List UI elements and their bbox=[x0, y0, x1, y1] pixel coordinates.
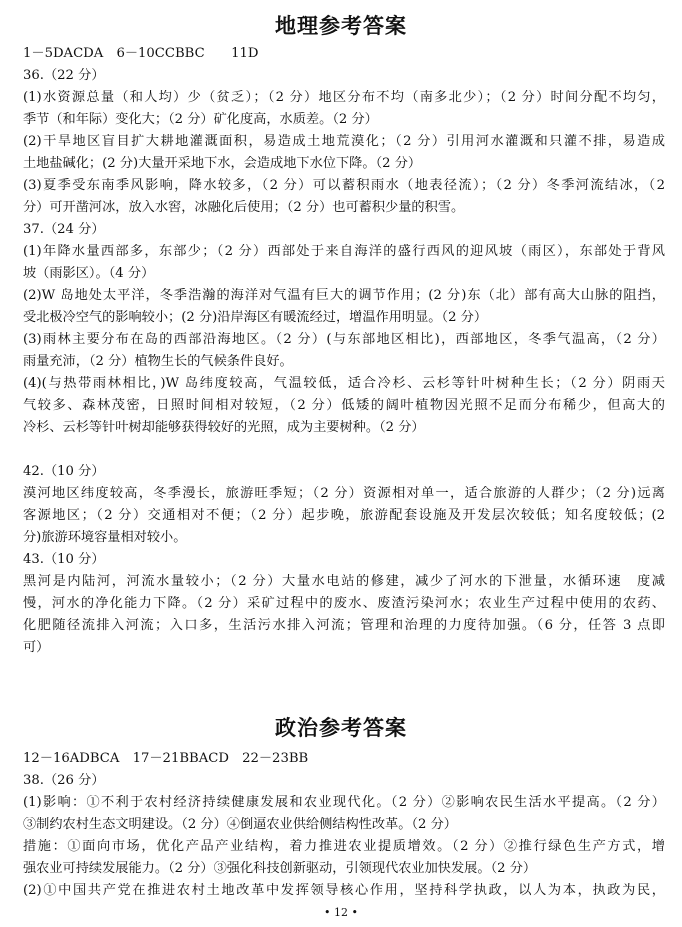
geo-line: 气较多、森林茂密，日照时间相对较短，（2 分）低矮的阔叶植物因光照不足而分布稀少，但高大的 bbox=[23, 398, 665, 413]
geo-line: 化肥随径流排入河流；入口多，生活污水排入河流；管理和治理的力度待加强。（6 分，任答 3 点即 bbox=[23, 618, 665, 633]
geo-line: 冷杉、云杉等针叶树却能够获得较好的光照，成为主要树种。（2 分） bbox=[23, 420, 425, 435]
pol-line: (2)①中国共产党在推进农村土地改革中发挥领导核心作用，坚持科学执政，以人为本，执政为民， bbox=[23, 883, 665, 898]
geo-line: 1－5DACDA 6－10CCBBC 11D bbox=[23, 46, 259, 61]
pol-line: 12－16ADBCA 17－21BBACD 22－23BB bbox=[23, 751, 309, 766]
geo-line: (3)雨林主要分布在岛的西部沿海地区。（2 分）(与东部地区相比)，西部地区，冬季气温高，（2 分） bbox=[23, 332, 665, 347]
geo-line: 43.（10 分） bbox=[23, 552, 105, 567]
geo-line: (3)夏季受东南季风影响，降水较多，（2 分）可以蓄积雨水（地表径流）；（2 分）冬季河流结冰，（2 bbox=[23, 178, 665, 193]
geo-line: 土地盐碱化；(2 分)大量开采地下水，会造成地下水位下降。（2 分） bbox=[23, 156, 422, 171]
geo-line: 受北极冷空气的影响较小；(2 分)沿岸海区有暖流经过，增温作用明显。（2 分） bbox=[23, 310, 488, 325]
politics-answers-title: 政治参考答案 bbox=[275, 716, 407, 740]
pol-line: (1)影响：①不利于农村经济持续健康发展和农业现代化。（2 分）②影响农民生活水平提高。（2 分） bbox=[23, 795, 665, 810]
pol-line: 强农业可持续发展能力。（2 分）③强化科技创新驱动，引领现代农业加快发展。（2 分） bbox=[23, 861, 537, 876]
page-number: • 12 • bbox=[324, 906, 358, 919]
geo-line: (1)年降水量西部多，东部少；（2 分）西部处于来自海洋的盛行西风的迎风坡（雨区），东部处于背风 bbox=[23, 244, 665, 259]
pol-line: ③制约农村生态文明建设。（2 分）④倒逼农业供给侧结构性改革。（2 分） bbox=[23, 817, 457, 832]
geo-line: 坡（雨影区）。（4 分） bbox=[23, 266, 155, 281]
pol-line: 措施：①面向市场，优化产品产业结构，着力推进农业提质增效。（2 分）②推行绿色生产方式，增 bbox=[23, 839, 665, 854]
geo-line: 可） bbox=[23, 640, 50, 655]
geo-line: 36.（22 分） bbox=[23, 68, 105, 83]
geo-line: (1)水资源总量（和人均）少（贫乏）；（2 分）地区分布不均（南多北少）；（2 分）时间分配不均匀， bbox=[23, 90, 665, 105]
geo-line: 42.（10 分） bbox=[23, 464, 105, 479]
geo-line: 漠河地区纬度较高，冬季漫长，旅游旺季短；（2 分）资源相对单一，适合旅游的人群少；（2 分)远离 bbox=[23, 486, 665, 501]
geography-answers-title: 地理参考答案 bbox=[275, 14, 407, 38]
geo-line: 分）可开凿河冰，放入水窖，冰融化后使用；（2 分）也可蓄积少量的积雪。 bbox=[23, 200, 465, 215]
geo-line: (2)W 岛地处太平洋，冬季浩瀚的海洋对气温有巨大的调节作用；(2 分)东（北）部有高大山脉的阻挡， bbox=[23, 288, 665, 303]
geo-line: 雨量充沛，（2 分）植物生长的气候条件良好。 bbox=[23, 354, 293, 369]
geo-line: (4)(与热带雨林相比，)W 岛纬度较高，气温较低，适合冷杉、云杉等针叶树种生长；（2 分）阴雨天 bbox=[23, 376, 665, 391]
pol-line: 38.（26 分） bbox=[23, 773, 105, 788]
geo-line: 分)旅游环境容量相对较小。 bbox=[23, 530, 187, 545]
geo-line: 黑河是内陆河，河流水量较小；（2 分）大量水电站的修建，减少了河水的下泄量，水循环速 度减 bbox=[23, 574, 665, 589]
geo-line: (2)干旱地区盲目扩大耕地灌溉面积，易造成土地荒漠化；（2 分）引用河水灌溉和只灌不排，易造成 bbox=[23, 134, 665, 149]
geo-line: 37.（24 分） bbox=[23, 222, 105, 237]
geo-line: 客源地区；（2 分）交通相对不便；（2 分）起步晚，旅游配套设施及开发层次较低；知名度较低；(2 bbox=[23, 508, 665, 523]
geo-line: 慢，河水的净化能力下降。（2 分）采矿过程中的废水、废渣污染河水；农业生产过程中使用的农药、 bbox=[23, 596, 665, 611]
geo-line: 季节（和年际）变化大；（2 分）矿化度高，水质差。（2 分） bbox=[23, 112, 378, 127]
